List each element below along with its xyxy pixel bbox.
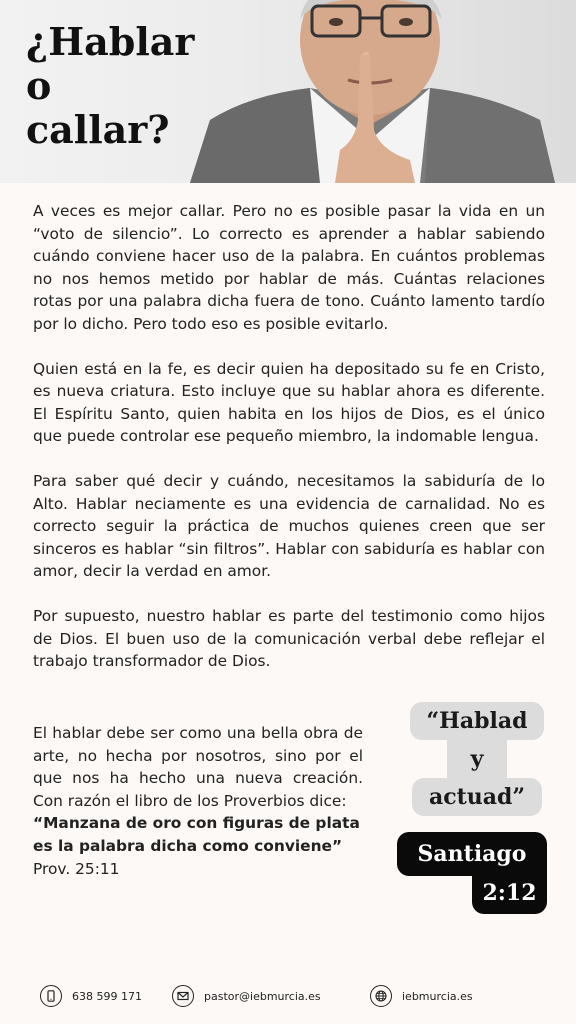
santiago-reference-callout xyxy=(397,832,547,912)
title-line-2: o xyxy=(26,63,52,108)
title-line-1: ¿Hablar xyxy=(26,19,195,64)
paragraph-1: A veces es mejor callar. Pero no es posible pasar la vida en un “voto de silencio”. Lo correcto es aprender a hablar sabiendo cuándo conviene hacer uso de la palabra. En cuántos problemas no nos hemos metido por hablar de más. Cuántas relaciones rotas por una palabra dicha fuera de tono. Cuánto lamento tardío por lo dicho. Pero todo eso es posible evitarlo. xyxy=(33,202,545,333)
callout-line-2: y xyxy=(447,740,507,778)
phone-contact[interactable] xyxy=(40,985,142,1007)
email-contact[interactable] xyxy=(172,985,321,1007)
title-line-3: callar? xyxy=(26,107,170,152)
closing-paragraph: El hablar debe ser como una bella obra de arte, no hecha por nosotros, sino por el que nos ha hecho una nueva creación. Con razón el libro de los Proverbios dice: xyxy=(33,724,363,810)
article-body xyxy=(33,200,545,695)
email-address[interactable]: pastor@iebmurcia.es xyxy=(204,989,321,1003)
paragraph-3: Para saber qué decir y cuándo, necesitamos la sabiduría de lo Alto. Hablar neciamente es una evidencia de carnalidad. No es correcto seguir la práctica de muchos quienes creen que ser sinceros es hablar “sin filtros”. Hablar con sabiduría es hablar con amor, decir la verdad en amor. xyxy=(33,471,545,581)
man-silence-photo xyxy=(170,0,576,183)
hablad-actuad-callout xyxy=(410,702,544,820)
reference-verse: 2:12 xyxy=(472,876,547,914)
closing-section xyxy=(33,722,363,880)
website-contact[interactable] xyxy=(370,985,473,1007)
phone-icon xyxy=(40,985,62,1007)
globe-icon xyxy=(370,985,392,1007)
website-url[interactable]: iebmurcia.es xyxy=(402,989,473,1003)
callout-line-1: “Hablad xyxy=(410,702,544,740)
proverb-quote: “Manzana de oro con figuras de plata es la palabra dicha como conviene” xyxy=(33,814,360,855)
paragraph-4: Por supuesto, nuestro hablar es parte del testimonio como hijos de Dios. El buen uso de la comunicación verbal debe reflejar el trabajo transformador de Dios. xyxy=(33,606,545,671)
reference-book: Santiago xyxy=(397,832,547,876)
proverb-reference: Prov. 25:11 xyxy=(33,859,120,878)
contact-footer xyxy=(0,982,576,1012)
phone-number[interactable]: 638 599 171 xyxy=(72,989,142,1003)
mail-icon xyxy=(172,985,194,1007)
paragraph-2: Quien está en la fe, es decir quien ha depositado su fe en Cristo, es nueva criatura. Esto incluye que su hablar ahora es diferente. El Espíritu Santo, quien habita en los hijos de Dios, es el único que puede controlar ese pequeño miembro, la indomable lengua. xyxy=(33,359,545,446)
callout-line-3: actuad” xyxy=(412,778,542,816)
header-banner xyxy=(0,0,576,183)
